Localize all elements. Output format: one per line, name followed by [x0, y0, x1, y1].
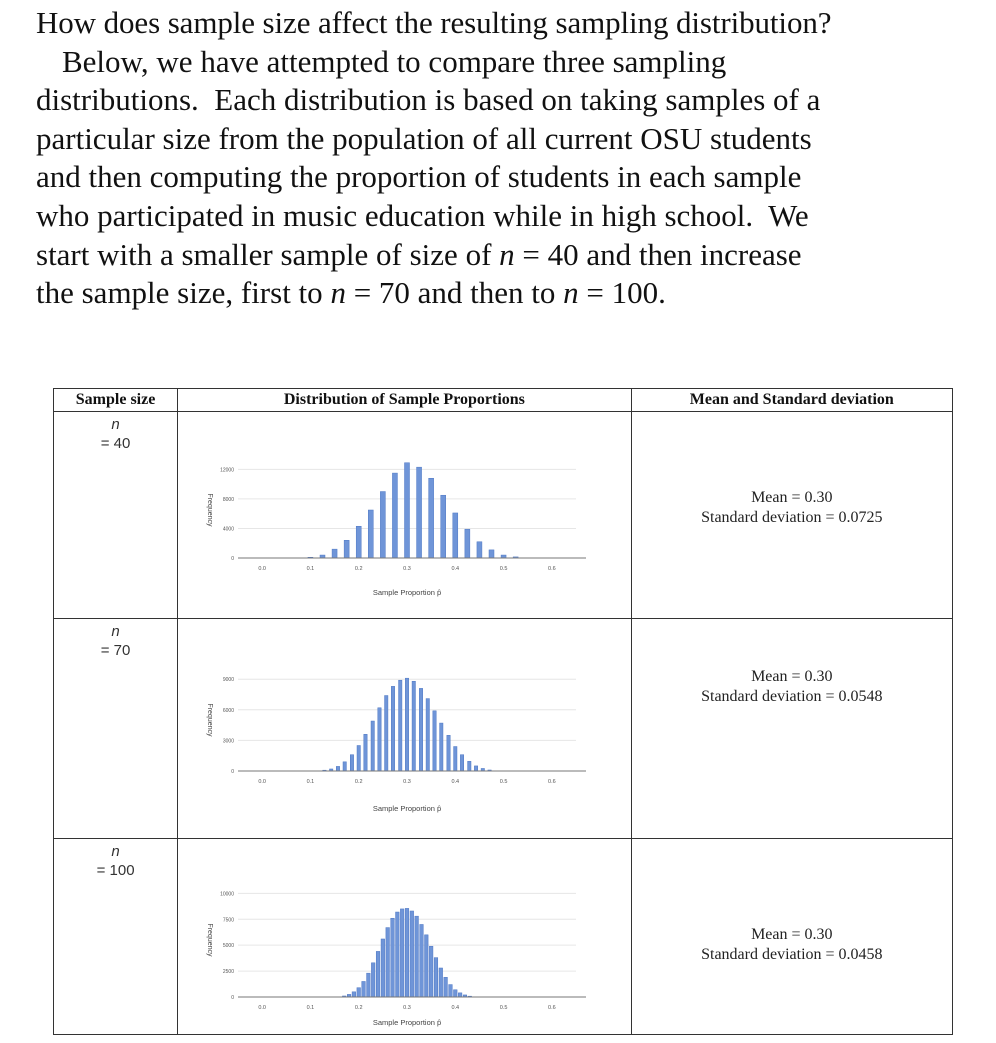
y-tick-label: 6000 [223, 707, 235, 714]
y-tick-label: 0 [231, 769, 235, 775]
histogram-bar [412, 681, 415, 771]
histogram-bar [362, 981, 366, 997]
intro-text: = 100. [578, 275, 666, 311]
x-tick-label: 0.4 [451, 566, 460, 572]
mean-value: Mean = 0.30 [751, 489, 833, 506]
histogram-bar [357, 988, 361, 997]
x-tick-label: 0.0 [258, 1005, 267, 1011]
histogram-bar [434, 958, 438, 997]
sample-size-var: n [111, 623, 120, 640]
histogram-n40 [178, 412, 631, 613]
histogram-bar [439, 968, 443, 997]
chart-cell [178, 839, 632, 1035]
y-tick-label: 5000 [223, 943, 235, 950]
sample-size-var: n [111, 416, 120, 433]
histogram-bar [489, 550, 494, 558]
y-axis-label: Frequency [206, 493, 214, 527]
y-tick-label: 10000 [220, 891, 235, 898]
sample-size-cell [54, 619, 178, 839]
sample-size-label [54, 412, 177, 452]
sample-size-label [54, 619, 177, 659]
x-tick-label: 0.3 [403, 566, 411, 572]
histogram-bar [444, 977, 448, 997]
histogram-bar [449, 985, 453, 997]
histogram-bar [372, 963, 376, 997]
histogram-bar [350, 755, 353, 771]
intro-variable: n [330, 275, 346, 311]
y-tick-label: 4000 [223, 526, 235, 533]
table-row [54, 412, 953, 619]
histogram-bar [380, 492, 385, 558]
sample-size-value: = 100 [96, 862, 135, 879]
intro-text: start with a smaller sample of size of [36, 236, 500, 272]
histogram-bar [364, 734, 367, 771]
histogram-n100 [178, 839, 631, 1029]
histogram-bar [453, 513, 458, 558]
histogram-bar [378, 708, 381, 771]
x-tick-label: 0.6 [548, 779, 556, 785]
stats-block [632, 667, 952, 707]
histogram-bar [460, 755, 463, 771]
histogram-bar [352, 992, 356, 997]
histogram-bar [441, 495, 446, 558]
intro-line [36, 274, 986, 313]
histogram-bar [391, 918, 395, 997]
stats-cell [631, 412, 952, 619]
intro-line [36, 236, 986, 275]
intro-text: the sample size, first to [36, 275, 331, 311]
table-row [54, 619, 953, 839]
histogram-bar [393, 473, 398, 558]
histogram-bar [343, 762, 346, 771]
intro-line: particular size from the population of all current OSU students [36, 120, 812, 156]
intro-variable: n [499, 236, 515, 272]
intro-line: who participated in music education while in high school. We [36, 197, 809, 233]
table-header-row [54, 389, 953, 412]
stats-cell [631, 839, 952, 1035]
sample-size-cell [54, 412, 178, 619]
y-tick-label: 9000 [223, 677, 235, 684]
histogram-bar [367, 973, 371, 997]
intro-line: Below, we have attempted to compare three sampling [62, 43, 727, 79]
histogram-bar [332, 549, 337, 558]
x-tick-label: 0.3 [403, 1005, 411, 1011]
x-tick-label: 0.1 [306, 779, 315, 785]
histogram-bar [477, 542, 482, 558]
histogram-bar [454, 747, 457, 771]
x-tick-label: 0.2 [355, 1005, 363, 1011]
sample-size-label [54, 839, 177, 879]
x-tick-label: 0.0 [258, 779, 267, 785]
histogram-bar [447, 735, 450, 771]
sd-value: Standard deviation = 0.0548 [701, 688, 883, 705]
histogram-bar [336, 766, 339, 771]
y-tick-label: 7500 [223, 917, 235, 924]
intro-line: and then computing the proportion of students in each sample [36, 159, 802, 195]
table-row [54, 839, 953, 1035]
intro-text: = 70 and then to [345, 275, 564, 311]
histogram-bar [386, 928, 390, 997]
x-tick-label: 0.4 [451, 779, 460, 785]
stats-block [632, 488, 952, 528]
histogram-bar [454, 990, 458, 997]
x-tick-label: 0.2 [355, 779, 363, 785]
sample-size-var: n [111, 843, 120, 860]
header-mean-sd: Mean and Standard deviation [631, 389, 952, 412]
histogram-bar [400, 909, 404, 997]
chart-cell [178, 619, 632, 839]
x-tick-label: 0.3 [403, 779, 411, 785]
y-tick-label: 0 [231, 556, 235, 562]
y-tick-label: 3000 [223, 738, 235, 745]
x-tick-label: 0.1 [306, 566, 315, 572]
histogram-bar [433, 711, 436, 771]
mean-value: Mean = 0.30 [751, 926, 833, 943]
mean-value: Mean = 0.30 [751, 668, 833, 685]
histogram-bar [356, 526, 361, 558]
y-tick-label: 0 [231, 995, 235, 1001]
x-tick-label: 0.1 [306, 1005, 315, 1011]
histogram-bar [368, 510, 373, 558]
sd-value: Standard deviation = 0.0458 [701, 946, 883, 963]
sampling-distribution-table [53, 388, 953, 1035]
histogram-bar [429, 478, 434, 558]
intro-line: How does sample size affect the resulting sampling distribution? [36, 5, 832, 40]
x-tick-label: 0.2 [355, 566, 363, 572]
histogram-bar [426, 699, 429, 771]
x-tick-label: 0.5 [499, 779, 508, 785]
sample-size-value: = 40 [100, 435, 131, 452]
histogram-bar [405, 908, 409, 997]
y-axis-label: Frequency [206, 923, 214, 957]
x-tick-label: 0.4 [451, 1005, 460, 1011]
x-tick-label: 0.5 [499, 566, 508, 572]
header-distribution: Distribution of Sample Proportions [178, 389, 632, 412]
histogram-bar [391, 686, 394, 771]
histogram-bar [344, 540, 349, 558]
histogram-bar [399, 680, 402, 771]
histogram-bar [381, 939, 385, 997]
y-tick-label: 2500 [223, 969, 235, 976]
x-tick-label: 0.5 [499, 1005, 508, 1011]
y-tick-label: 8000 [223, 496, 235, 503]
sample-size-value: = 70 [100, 642, 131, 659]
intro-text: = 40 and then increase [514, 236, 802, 272]
header-sample-size: Sample size [54, 389, 178, 412]
histogram-bar [419, 688, 422, 771]
histogram-bar [405, 678, 408, 771]
histogram-bar [396, 912, 400, 997]
histogram-bar [465, 529, 470, 558]
histogram-bar [371, 721, 374, 771]
stats-cell [631, 619, 952, 839]
histogram-bar [420, 924, 424, 997]
x-axis-label: Sample Proportion p̂ [372, 588, 442, 597]
y-axis-label: Frequency [206, 703, 214, 737]
chart-cell [178, 412, 632, 619]
histogram-bar [410, 911, 414, 997]
histogram-bar [417, 467, 422, 558]
x-tick-label: 0.0 [258, 566, 267, 572]
histogram-bar [468, 761, 471, 771]
x-tick-label: 0.6 [548, 566, 556, 572]
histogram-bar [415, 916, 419, 997]
x-axis-label: Sample Proportion p̂ [372, 1018, 442, 1027]
histogram-n70 [178, 619, 631, 833]
histogram-bar [385, 696, 388, 771]
sd-value: Standard deviation = 0.0725 [701, 509, 883, 526]
histogram-bar [357, 746, 360, 772]
stats-block [632, 925, 952, 965]
histogram-bar [425, 935, 429, 997]
x-tick-label: 0.6 [548, 1005, 556, 1011]
histogram-bar [474, 766, 477, 771]
histogram-bar [376, 951, 380, 997]
intro-line: distributions. Each distribution is based on taking samples of a [36, 82, 821, 118]
histogram-bar [405, 463, 410, 558]
histogram-bar [429, 946, 433, 997]
intro-variable: n [563, 275, 579, 311]
x-axis-label: Sample Proportion p̂ [372, 804, 442, 813]
histogram-bar [458, 993, 462, 997]
y-tick-label: 12000 [220, 467, 235, 474]
intro-paragraph [36, 4, 986, 313]
histogram-bar [440, 723, 443, 771]
sample-size-cell [54, 839, 178, 1035]
